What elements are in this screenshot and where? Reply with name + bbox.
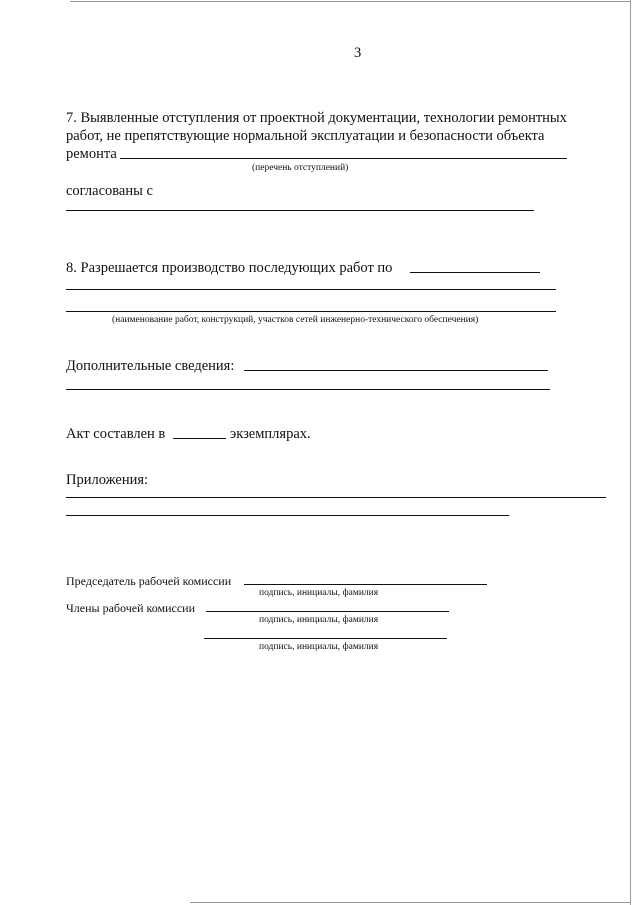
- scan-edge-bottom: [190, 902, 630, 903]
- additional-info-label: Дополнительные сведения:: [66, 358, 235, 374]
- works-field-line-1[interactable]: [410, 272, 540, 273]
- chairman-label: Председатель рабочей комиссии: [66, 574, 232, 588]
- scan-edge-top: [70, 1, 630, 2]
- additional-info-line-2[interactable]: [66, 389, 550, 390]
- page-number: 3: [354, 45, 362, 61]
- agreed-with-label: согласованы с: [66, 183, 153, 199]
- works-field-line-3[interactable]: [66, 311, 556, 312]
- deviations-field-line[interactable]: [120, 158, 567, 159]
- additional-info-line-1[interactable]: [244, 370, 548, 371]
- agreed-with-field-line[interactable]: [66, 210, 534, 211]
- member-2-signature-caption: подпись, инициалы, фамилия: [259, 642, 379, 652]
- chairman-signature-line[interactable]: [244, 584, 487, 585]
- deviations-caption: (перечень отступлений): [252, 163, 349, 173]
- works-caption: (наименование работ, конструкций, участков сетей инженерно-технического обеспечения): [112, 315, 479, 325]
- copies-suffix: экземплярах.: [230, 426, 311, 442]
- chairman-signature-caption: подпись, инициалы, фамилия: [259, 588, 379, 598]
- appendix-label: Приложения:: [66, 472, 149, 488]
- appendix-line-2[interactable]: [66, 515, 509, 516]
- works-field-line-2[interactable]: [66, 289, 556, 290]
- copies-prefix: Акт составлен в: [66, 426, 166, 442]
- copies-count-line[interactable]: [173, 438, 226, 439]
- section7-line2: работ, не препятствующие нормальной эксплуатации и безопасности объекта: [66, 128, 545, 144]
- scan-edge-right: [630, 0, 631, 905]
- member-2-signature-line[interactable]: [204, 638, 447, 639]
- section7-line1: 7. Выявленные отступления от проектной документации, технологии ремонтных: [66, 110, 567, 126]
- member-1-signature-line[interactable]: [206, 611, 449, 612]
- section8-line1: 8. Разрешается производство последующих работ по: [66, 260, 393, 276]
- section7-line3: ремонта: [66, 146, 117, 162]
- appendix-line-1[interactable]: [66, 497, 606, 498]
- member-1-signature-caption: подпись, инициалы, фамилия: [259, 615, 379, 625]
- members-label: Члены рабочей комиссии: [66, 601, 196, 615]
